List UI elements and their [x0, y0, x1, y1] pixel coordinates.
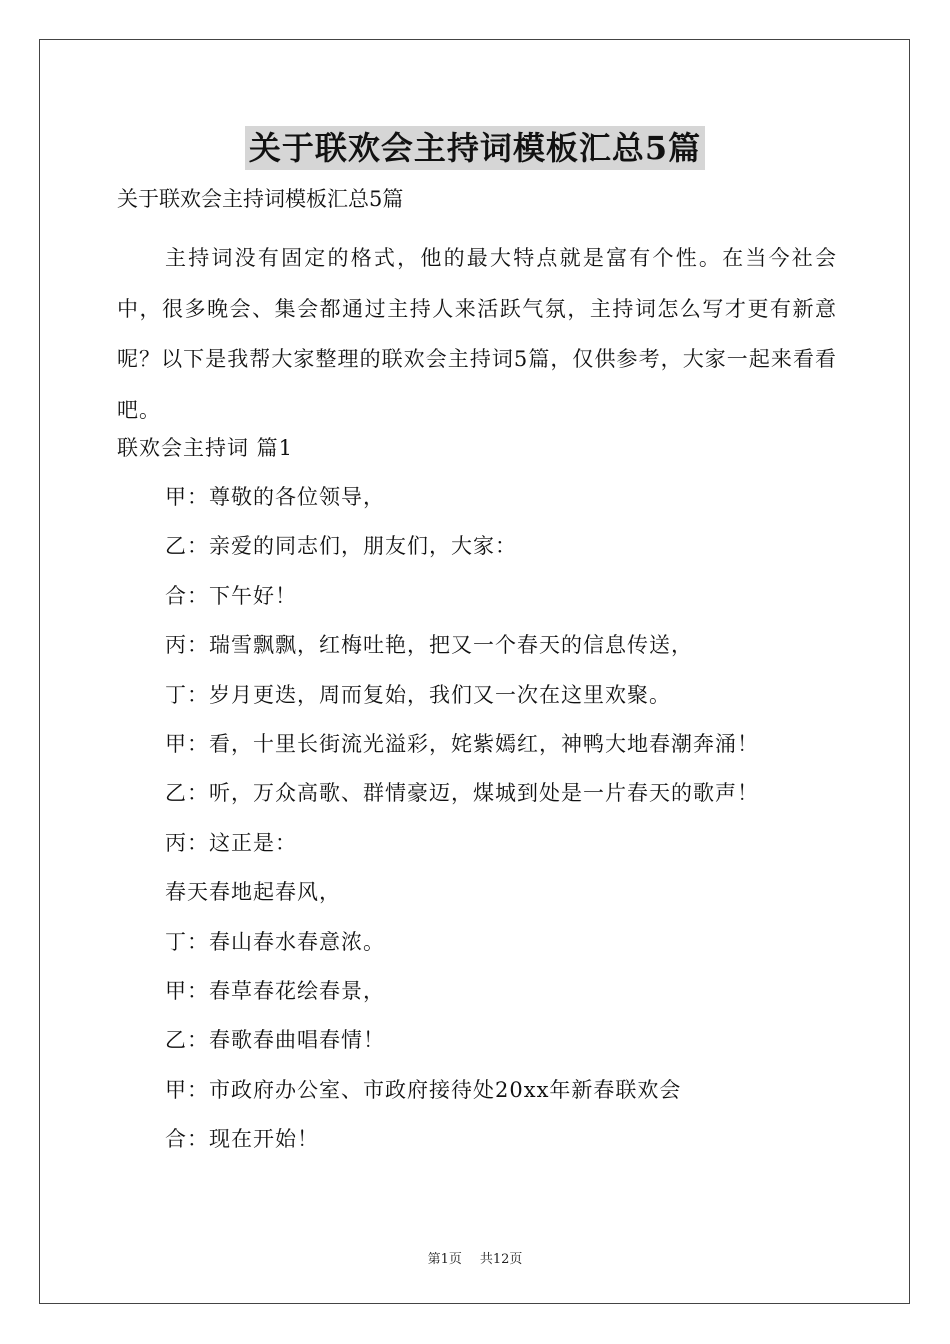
dialog-line: 乙：春歌春曲唱春情！ [165, 1028, 385, 1053]
dialog-line: 乙：听，万众高歌、群情豪迈，煤城到处是一片春天的歌声！ [165, 781, 759, 806]
intro-paragraph: 主持词没有固定的格式，他的最大特点就是富有个性。在当今社会中，很多晚会、集会都通过主持人来活跃气氛，主持词怎么写才更有新意呢？以下是我帮大家整理的联欢会主持词5篇，仅供参考，大家一起来看看吧。 [117, 246, 837, 422]
page-number: 第1页 [427, 1252, 462, 1267]
dialog-line: 合：现在开始！ [165, 1127, 319, 1152]
dialog-line: 乙：亲爱的同志们，朋友们，大家： [165, 534, 517, 559]
title-container [0, 126, 950, 170]
dialog-line: 丙：瑞雪飘飘，红梅吐艳，把又一个春天的信息传送， [165, 633, 693, 658]
document-subtitle: 关于联欢会主持词模板汇总5篇 [117, 187, 404, 211]
document-title: 关于联欢会主持词模板汇总5篇 [245, 126, 705, 170]
dialog-line: 丙：这正是： [165, 830, 297, 855]
dialog-list [165, 482, 759, 1173]
dialog-line: 丁：春山春水春意浓。 [165, 929, 385, 954]
section-heading: 联欢会主持词 篇1 [117, 436, 294, 460]
dialog-line: 丁：岁月更迭，周而复始，我们又一次在这里欢聚。 [165, 682, 671, 707]
dialog-line: 合：下午好！ [165, 583, 297, 608]
page-total: 共12页 [479, 1252, 523, 1267]
dialog-line: 春天春地起春风， [165, 880, 341, 905]
dialog-line: 甲：尊敬的各位领导， [165, 485, 385, 509]
dialog-line: 甲：春草春花绘春景， [165, 978, 385, 1003]
dialog-line: 甲：市政府办公室、市政府接待处20xx年新春联欢会 [165, 1077, 682, 1102]
page-footer [0, 1248, 950, 1267]
dialog-line: 甲：看，十里长街流光溢彩，姹紫嫣红，神鸭大地春潮奔涌！ [165, 731, 759, 756]
